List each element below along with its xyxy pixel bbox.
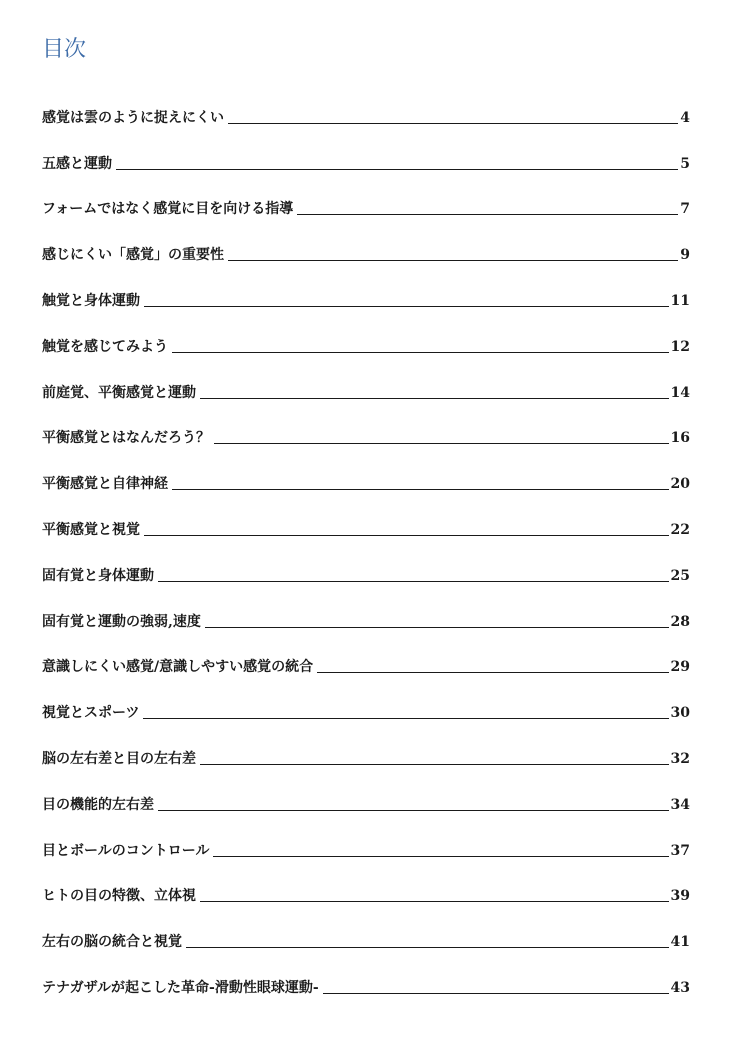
toc-leader-line bbox=[158, 810, 669, 811]
toc-heading: 目次 bbox=[42, 37, 87, 62]
toc-entry-page-number: 11 bbox=[670, 292, 690, 309]
toc-entry-page-number: 34 bbox=[670, 796, 690, 813]
toc-entry-title: 触覚を感じてみよう bbox=[42, 338, 168, 355]
toc-entry-page-number: 25 bbox=[670, 567, 690, 584]
toc-entry-page-number: 30 bbox=[670, 705, 690, 722]
toc-entry-title: 脳の左右差と目の左右差 bbox=[42, 750, 196, 767]
toc-leader-line bbox=[186, 947, 669, 948]
toc-entry-title: 感覚は雲のように捉えにくい bbox=[42, 109, 224, 126]
toc-entry[interactable] bbox=[42, 281, 690, 327]
toc-entry-title: フォームではなく感覚に目を向ける指導 bbox=[42, 201, 294, 218]
toc-entry-title: 前庭覚、平衡感覚と運動 bbox=[42, 384, 196, 401]
toc-entry-page-number: 29 bbox=[670, 659, 690, 676]
toc-leader-line bbox=[144, 306, 669, 307]
toc-leader-line bbox=[144, 535, 669, 536]
toc-entry-page-number: 39 bbox=[670, 888, 690, 905]
toc-entry[interactable] bbox=[42, 968, 690, 1014]
toc-entry-title: 左右の脳の統合と視覚 bbox=[42, 934, 182, 951]
toc-entry[interactable] bbox=[42, 785, 690, 831]
toc-entry[interactable] bbox=[42, 556, 690, 602]
toc-entry-title: 平衡感覚と自律神経 bbox=[42, 476, 168, 493]
toc-entry[interactable] bbox=[42, 739, 690, 785]
toc-entry-page-number: 4 bbox=[680, 109, 690, 126]
toc-entry-page-number: 37 bbox=[670, 842, 690, 859]
toc-leader-line bbox=[297, 214, 678, 215]
toc-entry[interactable] bbox=[42, 235, 690, 281]
toc-entry-page-number: 28 bbox=[670, 613, 690, 630]
toc-entry[interactable] bbox=[42, 464, 690, 510]
toc-leader-line bbox=[158, 581, 669, 582]
toc-entry-page-number: 43 bbox=[670, 979, 690, 996]
toc-leader-line bbox=[200, 901, 669, 902]
toc-entry[interactable] bbox=[42, 373, 690, 419]
toc-entry-title: 五感と運動 bbox=[42, 155, 112, 172]
toc-leader-line bbox=[213, 856, 668, 857]
toc-entry-title: 触覚と身体運動 bbox=[42, 292, 140, 309]
toc-entry-page-number: 16 bbox=[670, 430, 690, 447]
toc-entry[interactable] bbox=[42, 327, 690, 373]
toc-leader-line bbox=[205, 627, 669, 628]
toc-entry-page-number: 41 bbox=[670, 934, 690, 951]
toc-entry-page-number: 5 bbox=[680, 155, 690, 172]
toc-entry[interactable] bbox=[42, 648, 690, 694]
toc-leader-line bbox=[228, 123, 678, 124]
toc-entry[interactable] bbox=[42, 693, 690, 739]
toc-leader-line bbox=[323, 993, 669, 994]
toc-entry[interactable] bbox=[42, 419, 690, 465]
toc-entry-title: テナガザルが起こした革命-滑動性眼球運動- bbox=[42, 979, 319, 996]
toc-entry-page-number: 22 bbox=[670, 521, 690, 538]
toc-entry[interactable] bbox=[42, 144, 690, 190]
toc-entry-title: 目とボールのコントロール bbox=[42, 842, 210, 859]
toc-entry[interactable] bbox=[42, 877, 690, 923]
toc-entry-title: 平衡感覚と視覚 bbox=[42, 521, 140, 538]
toc-leader-line bbox=[228, 260, 678, 261]
toc-entry-page-number: 7 bbox=[680, 201, 690, 218]
toc-entry-title: 視覚とスポーツ bbox=[42, 705, 140, 722]
toc-entry[interactable] bbox=[42, 510, 690, 556]
toc-entry-title: 固有覚と身体運動 bbox=[42, 567, 154, 584]
toc-entry-page-number: 12 bbox=[670, 338, 690, 355]
toc-leader-line bbox=[172, 352, 669, 353]
toc-entry-page-number: 32 bbox=[670, 750, 690, 767]
toc-leader-line bbox=[116, 169, 678, 170]
toc-entry[interactable] bbox=[42, 190, 690, 236]
toc-entry[interactable] bbox=[42, 831, 690, 877]
toc-entry-title: 固有覚と運動の強弱,速度 bbox=[42, 613, 201, 630]
toc-leader-line bbox=[200, 398, 669, 399]
toc-leader-line bbox=[200, 764, 669, 765]
toc-list bbox=[42, 98, 690, 1014]
toc-entry-page-number: 9 bbox=[680, 247, 690, 264]
toc-entry[interactable] bbox=[42, 98, 690, 144]
toc-leader-line bbox=[317, 672, 668, 673]
toc-leader-line bbox=[172, 489, 669, 490]
toc-leader-line bbox=[214, 443, 669, 444]
toc-entry-page-number: 20 bbox=[670, 476, 690, 493]
toc-entry-title: 意識しにくい感覚/意識しやすい感覚の統合 bbox=[42, 659, 314, 676]
toc-entry-title: 感じにくい「感覚」の重要性 bbox=[42, 247, 224, 264]
toc-entry[interactable] bbox=[42, 602, 690, 648]
toc-entry-title: ヒトの目の特徴、立体視 bbox=[42, 888, 196, 905]
toc-leader-line bbox=[143, 718, 668, 719]
toc-entry-title: 目の機能的左右差 bbox=[42, 796, 154, 813]
toc-entry[interactable] bbox=[42, 922, 690, 968]
toc-entry-title: 平衡感覚とはなんだろう？ bbox=[42, 430, 210, 447]
toc-entry-page-number: 14 bbox=[670, 384, 690, 401]
